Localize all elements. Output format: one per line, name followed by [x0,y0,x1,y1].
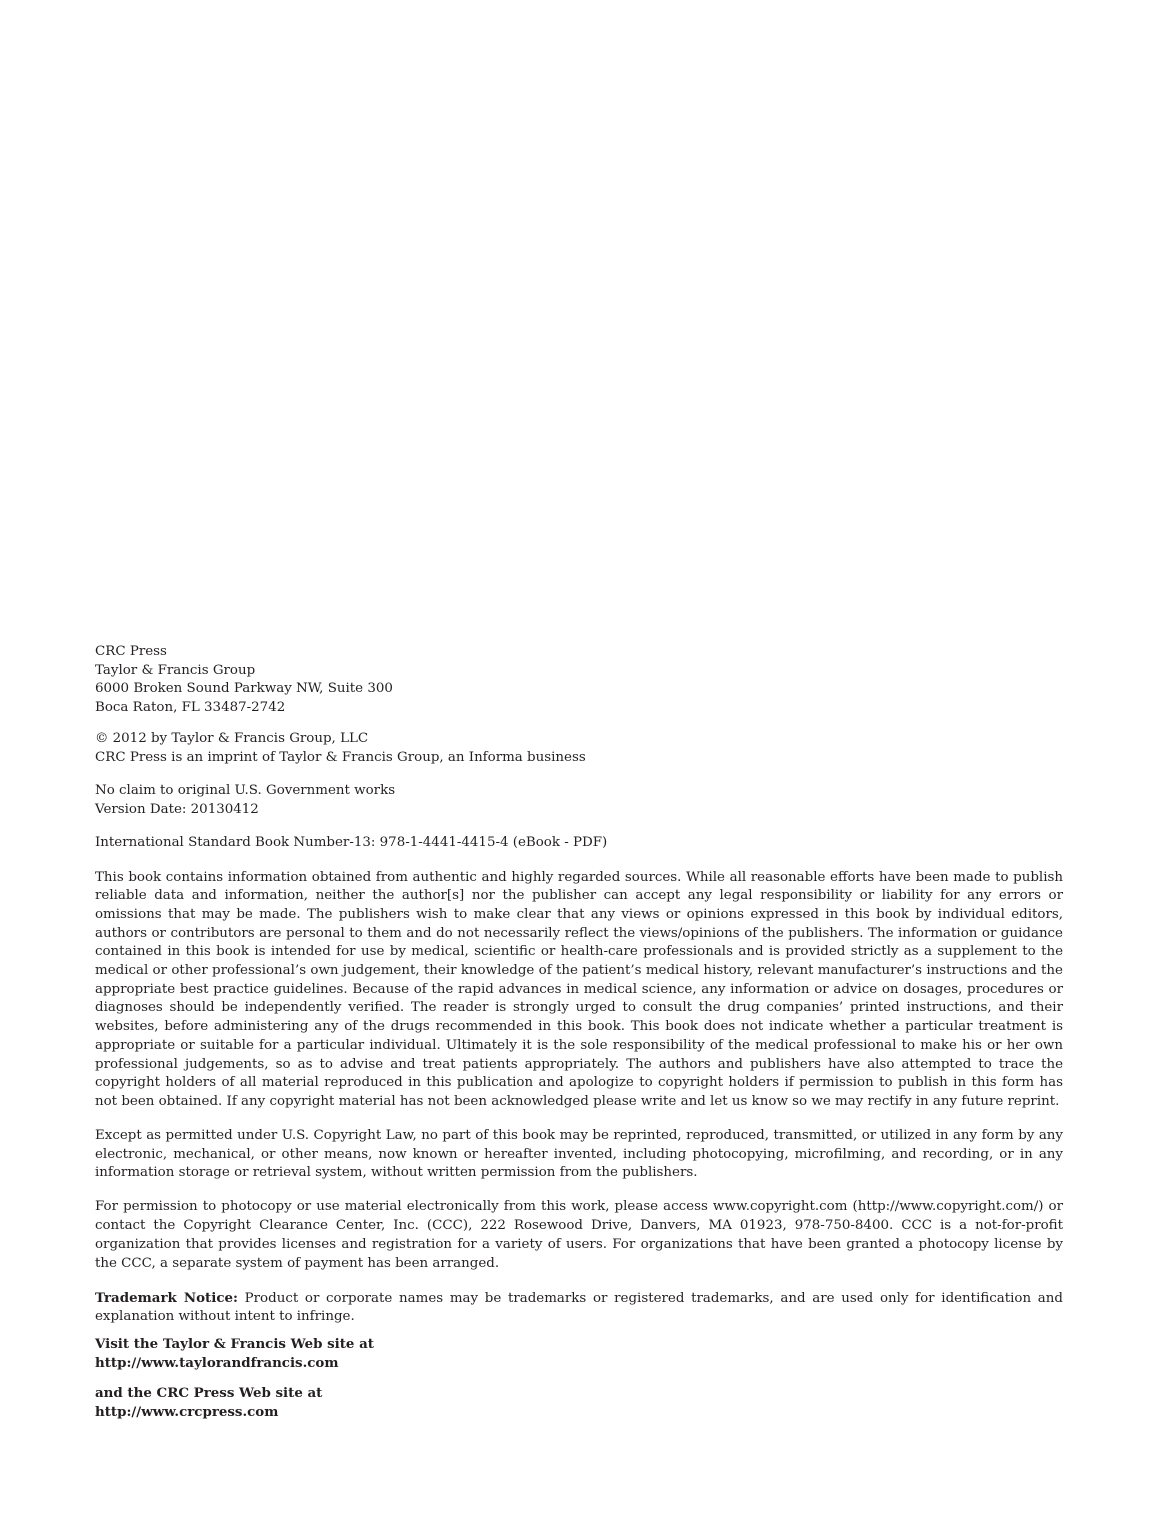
trademark-notice [95,1289,1063,1327]
trademark-text: Product or corporate names may be trademarks or registered trademarks, and are used only for identification and explanation without intent to infringe. [95,1290,1063,1325]
tf-site-label: Visit the Taylor & Francis Web site at [95,1336,374,1353]
crc-site-label: and the CRC Press Web site at [95,1385,323,1402]
copyright-line: © 2012 by Taylor & Francis Group, LLC [95,731,369,747]
crc-press-website [95,1384,1063,1421]
crc-site-url[interactable]: http://www.crcpress.com [95,1403,279,1420]
tf-site-url[interactable]: http://www.taylorandfrancis.com [95,1355,339,1372]
publisher-group: Taylor & Francis Group [95,662,256,678]
taylor-francis-website [95,1335,1063,1372]
copyright-notice [95,730,1063,767]
publisher-address [95,643,1063,718]
imprint-line: CRC Press is an imprint of Taylor & Francis Group, an Informa business [95,750,586,766]
copyright-block [95,643,1063,1422]
publisher-street: 6000 Broken Sound Parkway NW, Suite 300 [95,681,393,697]
isbn-line: International Standard Book Number-13: 978-1-4441-4415-4 (eBook - PDF) [95,835,608,851]
copyright-law-paragraph: Except as permitted under U.S. Copyright Law, no part of this book may be reprinted, reproduced, transmitted, or utilized in any form by any electronic, mechanical, or other means, now known or hereafter invented, including photocopying, microfilming, and recording, or in any information storage or retrieval system, without written permission from the publishers. [95,1127,1063,1181]
publisher-name: CRC Press [95,644,167,659]
government-works-line: No claim to original U.S. Government works [95,783,396,799]
publisher-city: Boca Raton, FL 33487-2742 [95,700,286,716]
trademark-label: Trademark Notice: [95,1289,238,1306]
version-date-line: Version Date: 20130412 [95,802,259,818]
permission-paragraph: For permission to photocopy or use material electronically from this work, please access www.copyright.com (http://www.copyright.com/) or contact the Copyright Clearance Center, Inc. (CCC), 222 Rosewood Drive, Danvers, MA 01923, 978-750-8400. CCC is a not-for-profit organization that provides licenses and registration for a variety of users. For organizations that have been granted a photocopy license by the CCC, a separate system of payment has been arranged. [95,1199,1063,1271]
disclaimer-paragraph: This book contains information obtained from authentic and highly regarded sources. While all reasonable efforts have been made to publish reliable data and information, neither the author[s] nor the publisher can accept any legal responsibility or liability for any errors or omissions that may be made. The publishers wish to make clear that any views or opinions expressed in this book by individual editors, authors or contributors are personal to them and do not necessarily reflect the views/opinions of the publishers. The information or guidance contained in this book is intended for use by medical, scientific or health-care professionals and is provided strictly as a supplement to the medical or other professional’s own judgement, their knowledge of the patient’s medical history, relevant manufacturer’s instructions and the appropriate best practice guidelines. Because of the rapid advances in medical science, any information or advice on dosages, procedures or diagnoses should be independently verified. The reader is strongly urged to consult the drug companies’ printed instructions, and their websites, before administering any of the drugs recommended in this book. This book does not indicate whether a particular treatment is appropriate or suitable for a particular individual. Ultimately it is the sole responsibility of the medical professional to make his or her own professional judgements, so as to advise and treat patients appropriately. The authors and publishers have also attempted to trace the copyright holders of all material reproduced in this publication and apologize to copyright holders if permission to publish in this form has not been obtained. If any copyright material has not been acknowledged please write and let us know so we may rectify in any future reprint. [95,869,1063,1109]
version-info [95,782,1063,819]
